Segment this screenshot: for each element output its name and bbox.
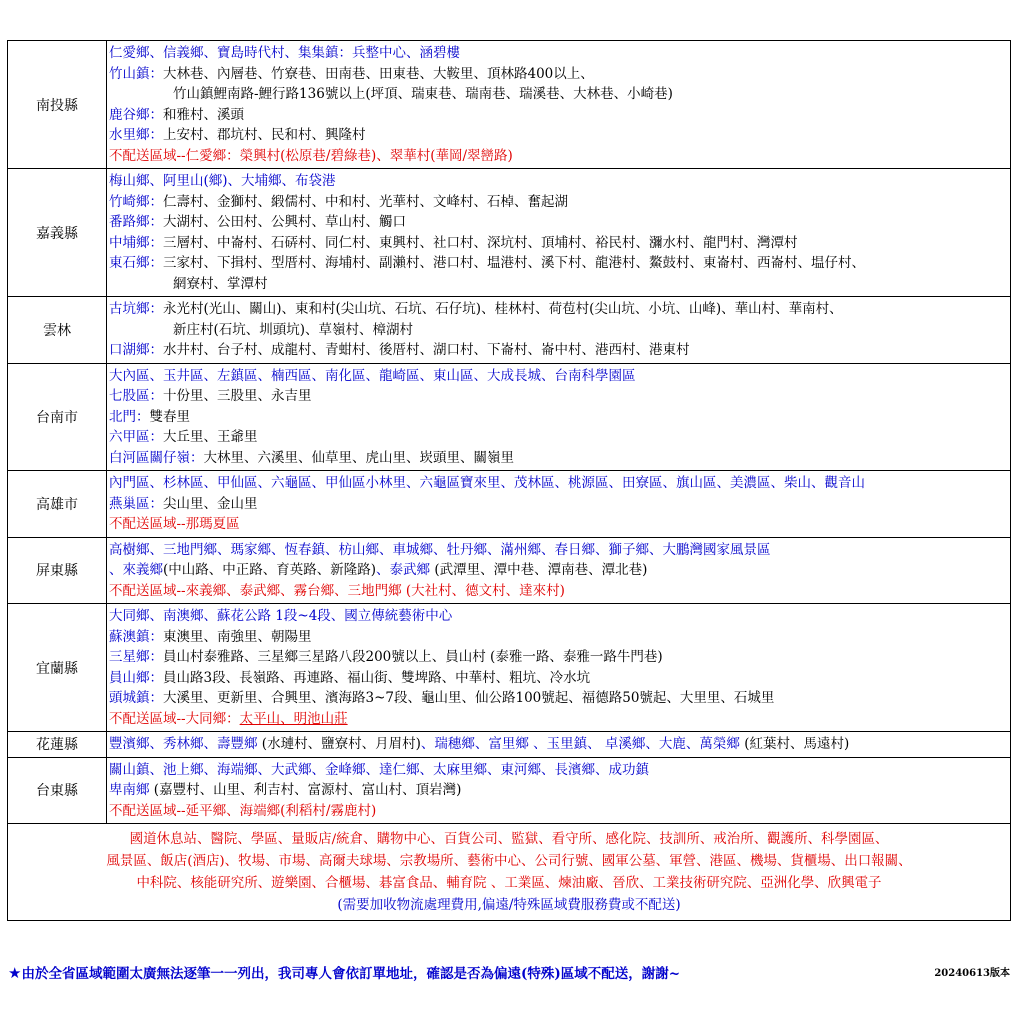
area-line xyxy=(109,581,1004,602)
region-areas xyxy=(107,537,1011,604)
area-line xyxy=(109,627,1004,648)
region-areas xyxy=(107,363,1011,471)
area-line xyxy=(109,606,1004,627)
area-text: 太平山、明池山莊 xyxy=(239,710,348,727)
area-text: 十份里、三股里、永吉里 xyxy=(163,388,312,404)
footer-cell xyxy=(8,824,1011,921)
footer-row xyxy=(8,824,1011,921)
area-text: 新庄村(石坑、圳頭坑)、草嶺村、樟湖村 xyxy=(173,321,414,338)
region-name: 台東縣 xyxy=(8,757,107,824)
note-text: 由於全省區域範圍太廣無法逐筆一一列出，我司專人會依訂單地址，確認是否為偏遠(特殊)區域不配送，謝謝~ xyxy=(21,966,681,982)
area-line xyxy=(109,760,1004,781)
area-text: 卑南鄉 xyxy=(109,782,154,798)
area-line xyxy=(109,340,1004,361)
area-text: 永光村(光山、關山)、東和村(尖山坑、石坑、石仔坑)、桂林村、荷苞村(尖山坑、小坑、山峰)、華山村、華南村、 xyxy=(163,301,843,317)
region-areas xyxy=(107,604,1011,732)
area-text: 、泰武鄉 xyxy=(376,562,435,578)
area-line xyxy=(109,780,1004,801)
area-text: 不配送區域--來義鄉、泰武鄉、霧台鄉、三地門鄉 (大社村、德文村、達來村) xyxy=(109,582,565,599)
area-line xyxy=(109,192,1004,213)
region-areas xyxy=(107,471,1011,538)
area-text: 竹山鎮： xyxy=(109,65,163,82)
area-line xyxy=(109,688,1004,709)
remote-area-table xyxy=(7,40,1011,921)
region-row xyxy=(8,471,1011,538)
area-text: (武潭里、潭中巷、潭南巷、潭北巷) xyxy=(434,562,648,578)
region-areas xyxy=(107,169,1011,297)
area-text: 員山鄉： xyxy=(109,669,163,686)
region-row xyxy=(8,169,1011,297)
area-line xyxy=(109,299,1004,320)
area-line xyxy=(109,801,1004,822)
region-name: 花蓮縣 xyxy=(8,732,107,758)
area-line xyxy=(109,212,1004,233)
footer-line-1: 國道休息站、醫院、學區、量販店/統倉、購物中心、百貨公司、監獄、看守所、感化院、技訓所、戒治所、觀護所、科學園區、 xyxy=(129,831,889,847)
area-text: 網寮村、掌潭村 xyxy=(173,275,268,292)
region-name: 南投縣 xyxy=(8,41,107,169)
area-text: 口湖鄉： xyxy=(109,342,163,358)
region-row xyxy=(8,732,1011,758)
region-areas xyxy=(107,297,1011,364)
bottom-note xyxy=(8,962,1012,982)
area-text: 不配送區域--那瑪夏區 xyxy=(109,516,240,532)
area-line xyxy=(109,668,1004,689)
region-row xyxy=(8,41,1011,169)
area-text: 仁愛鄉、信義鄉、寶島時代村、集集鎮：兵整中心、涵碧樓 xyxy=(109,45,460,61)
area-line xyxy=(109,274,1004,295)
region-areas xyxy=(107,41,1011,169)
area-line xyxy=(109,734,1004,755)
area-text: 大林里、六溪里、仙草里、虎山里、崁頭里、關嶺里 xyxy=(203,449,514,466)
area-text: 豐濱鄉、秀林鄉、壽豐鄉 xyxy=(109,736,262,752)
area-text: 水井村、台子村、成龍村、青蚶村、後厝村、湖口村、下崙村、崙中村、港西村、港東村 xyxy=(163,342,690,358)
area-text: 不配送區域--仁愛鄉：榮興村(松原巷/碧綠巷)、翠華村(華岡/翠巒路) xyxy=(109,147,513,164)
area-text: 北門： xyxy=(109,408,150,425)
table-body xyxy=(8,41,1011,824)
region-name: 屏東縣 xyxy=(8,537,107,604)
area-line xyxy=(109,64,1004,85)
area-text: 雙春里 xyxy=(149,408,190,425)
area-text: 水里鄉： xyxy=(109,127,163,143)
area-text: 不配送區域--延平鄉、海端鄉(利稻村/霧鹿村) xyxy=(109,802,377,819)
area-text: 東石鄉： xyxy=(109,255,163,271)
area-line xyxy=(109,366,1004,387)
area-text: 竹山鎮鯉南路-鯉行路136號以上(坪頂、瑞東巷、瑞南巷、瑞溪巷、大林巷、小崎巷) xyxy=(173,86,673,102)
area-line xyxy=(109,386,1004,407)
area-line xyxy=(109,514,1004,535)
area-text: (紅葉村、馬遠村) xyxy=(744,736,850,752)
area-text: 上安村、郡坑村、民和村、興隆村 xyxy=(163,127,366,143)
area-line xyxy=(109,43,1004,64)
region-row xyxy=(8,363,1011,471)
region-name: 高雄市 xyxy=(8,471,107,538)
area-line xyxy=(109,494,1004,515)
area-line xyxy=(109,253,1004,274)
area-line xyxy=(109,407,1004,428)
area-text: 蘇澳鎮： xyxy=(109,628,163,645)
area-text: 、瑞穗鄉、富里鄉 、玉里鎮、 卓溪鄉、大鹿、萬榮鄉 xyxy=(420,736,745,752)
area-text: 六甲區： xyxy=(109,429,163,445)
region-row xyxy=(8,604,1011,732)
area-text: 員山村泰雅路、三星鄉三星路八段200號以上、員山村 (泰雅一路、泰雅一路牛門巷) xyxy=(163,649,663,665)
area-text: (中山路、中正路、育英路、新隆路) xyxy=(163,562,377,578)
area-text: 、來義鄉 xyxy=(109,562,163,578)
area-text: 頭城鎮： xyxy=(109,690,163,706)
region-name: 雲林 xyxy=(8,297,107,364)
area-text: (嘉豐村、山里、利吉村、富源村、富山村、頂岩灣) xyxy=(153,782,462,798)
area-line xyxy=(109,647,1004,668)
region-name: 宜蘭縣 xyxy=(8,604,107,732)
area-line xyxy=(109,540,1004,561)
region-areas xyxy=(107,757,1011,824)
area-text: 中埔鄉： xyxy=(109,234,163,251)
area-line xyxy=(109,105,1004,126)
area-text: 三星鄉： xyxy=(109,649,163,665)
area-line xyxy=(109,473,1004,494)
area-text: 燕巢區： xyxy=(109,495,163,512)
region-row xyxy=(8,757,1011,824)
region-row xyxy=(8,537,1011,604)
area-line xyxy=(109,125,1004,146)
area-text: 三家村、下揖村、型厝村、海埔村、副瀨村、港口村、塭港村、溪下村、龍港村、鰲鼓村、東崙村、西崙村、塭仔村、 xyxy=(163,255,865,271)
area-line xyxy=(109,84,1004,105)
area-text: 仁壽村、金獅村、緞儒村、中和村、光華村、文峰村、石棹、奮起湖 xyxy=(163,193,568,210)
area-line xyxy=(109,320,1004,341)
area-text: 和雅村、溪頭 xyxy=(163,106,244,123)
area-text: 白河區關仔嶺： xyxy=(109,449,204,466)
region-name: 台南市 xyxy=(8,363,107,471)
area-text: 大溪里、更新里、合興里、濱海路3~7段、龜山里、仙公路100號起、福德路50號起、大里里、石城里 xyxy=(163,690,775,706)
area-text: 不配送區域--大同鄉： xyxy=(109,710,240,727)
region-areas xyxy=(107,732,1011,758)
area-text: 竹崎鄉： xyxy=(109,193,163,210)
area-text: 古坑鄉： xyxy=(109,301,163,317)
star-icon: ★ xyxy=(8,964,22,982)
area-text: 三層村、中崙村、石硦村、同仁村、東興村、社口村、深坑村、頂埔村、裕民村、瀰水村、龍門村、灣潭村 xyxy=(163,234,798,251)
area-line xyxy=(109,448,1004,469)
area-text: 大內區、玉井區、左鎮區、楠西區、南化區、龍崎區、東山區、大成長城、台南科學園區 xyxy=(109,367,636,384)
area-text: 東澳里、南強里、朝陽里 xyxy=(163,628,312,645)
area-line xyxy=(109,560,1004,581)
area-text: 番路鄉： xyxy=(109,214,163,230)
region-name: 嘉義縣 xyxy=(8,169,107,297)
area-line xyxy=(109,709,1004,730)
region-row xyxy=(8,297,1011,364)
area-text: 鹿谷鄉： xyxy=(109,106,163,123)
footer-line-4: (需要加收物流處理費用,偏遠/特殊區域費服務費或不配送) xyxy=(337,897,681,913)
area-text: 梅山鄉、阿里山(鄉)、大埔鄉、布袋港 xyxy=(109,173,336,189)
footer-line-2: 風景區、飯店(酒店)、牧場、市場、高爾夫球場、宗教場所、藝術中心、公司行號、國軍公墓、軍營、港區、機場、貨櫃場、出口報關、 xyxy=(106,853,912,869)
area-text: 大林巷、內層巷、竹寮巷、田南巷、田東巷、大鞍里、頂林路400以上、 xyxy=(163,65,594,82)
area-text: (水璉村、鹽寮村、月眉村) xyxy=(261,736,421,752)
area-text: 關山鎮、池上鄉、海端鄉、大武鄉、金峰鄉、達仁鄉、太麻里鄉、東河鄉、長濱鄉、成功鎮 xyxy=(109,761,649,778)
area-line xyxy=(109,233,1004,254)
area-line xyxy=(109,146,1004,167)
footer-line-3: 中科院、核能研究所、遊樂園、合櫃場、碁富食品、輔育院 、工業區、煉油廠、晉欣、工業技術研究院、亞洲化學、欣興電子 xyxy=(136,875,882,891)
area-line xyxy=(109,171,1004,192)
area-text: 員山路3段、長嶺路、再連路、福山街、雙埤路、中華村、粗坑、冷水坑 xyxy=(163,669,591,686)
version-label: 20240613版本 xyxy=(934,968,1010,979)
area-text: 大丘里、王爺里 xyxy=(163,429,258,445)
area-text: 七股區： xyxy=(109,388,163,404)
area-text: 內門區、杉林區、甲仙區、六龜區、甲仙區小林里、六龜區寶來里、茂林區、桃源區、田寮區、旗山區、美濃區、柴山、觀音山 xyxy=(109,475,865,491)
area-text: 大湖村、公田村、公興村、草山村、觸口 xyxy=(163,214,406,230)
area-text: 大同鄉、南澳鄉、蘇花公路 1段~4段、國立傳統藝術中心 xyxy=(109,608,453,624)
area-line xyxy=(109,427,1004,448)
area-text: 尖山里、金山里 xyxy=(163,495,258,512)
area-text: 高樹鄉、三地門鄉、瑪家鄉、恆春鎮、枋山鄉、車城鄉、牡丹鄉、滿州鄉、春日鄉、獅子鄉、大鵬灣國家風景區 xyxy=(109,541,771,558)
